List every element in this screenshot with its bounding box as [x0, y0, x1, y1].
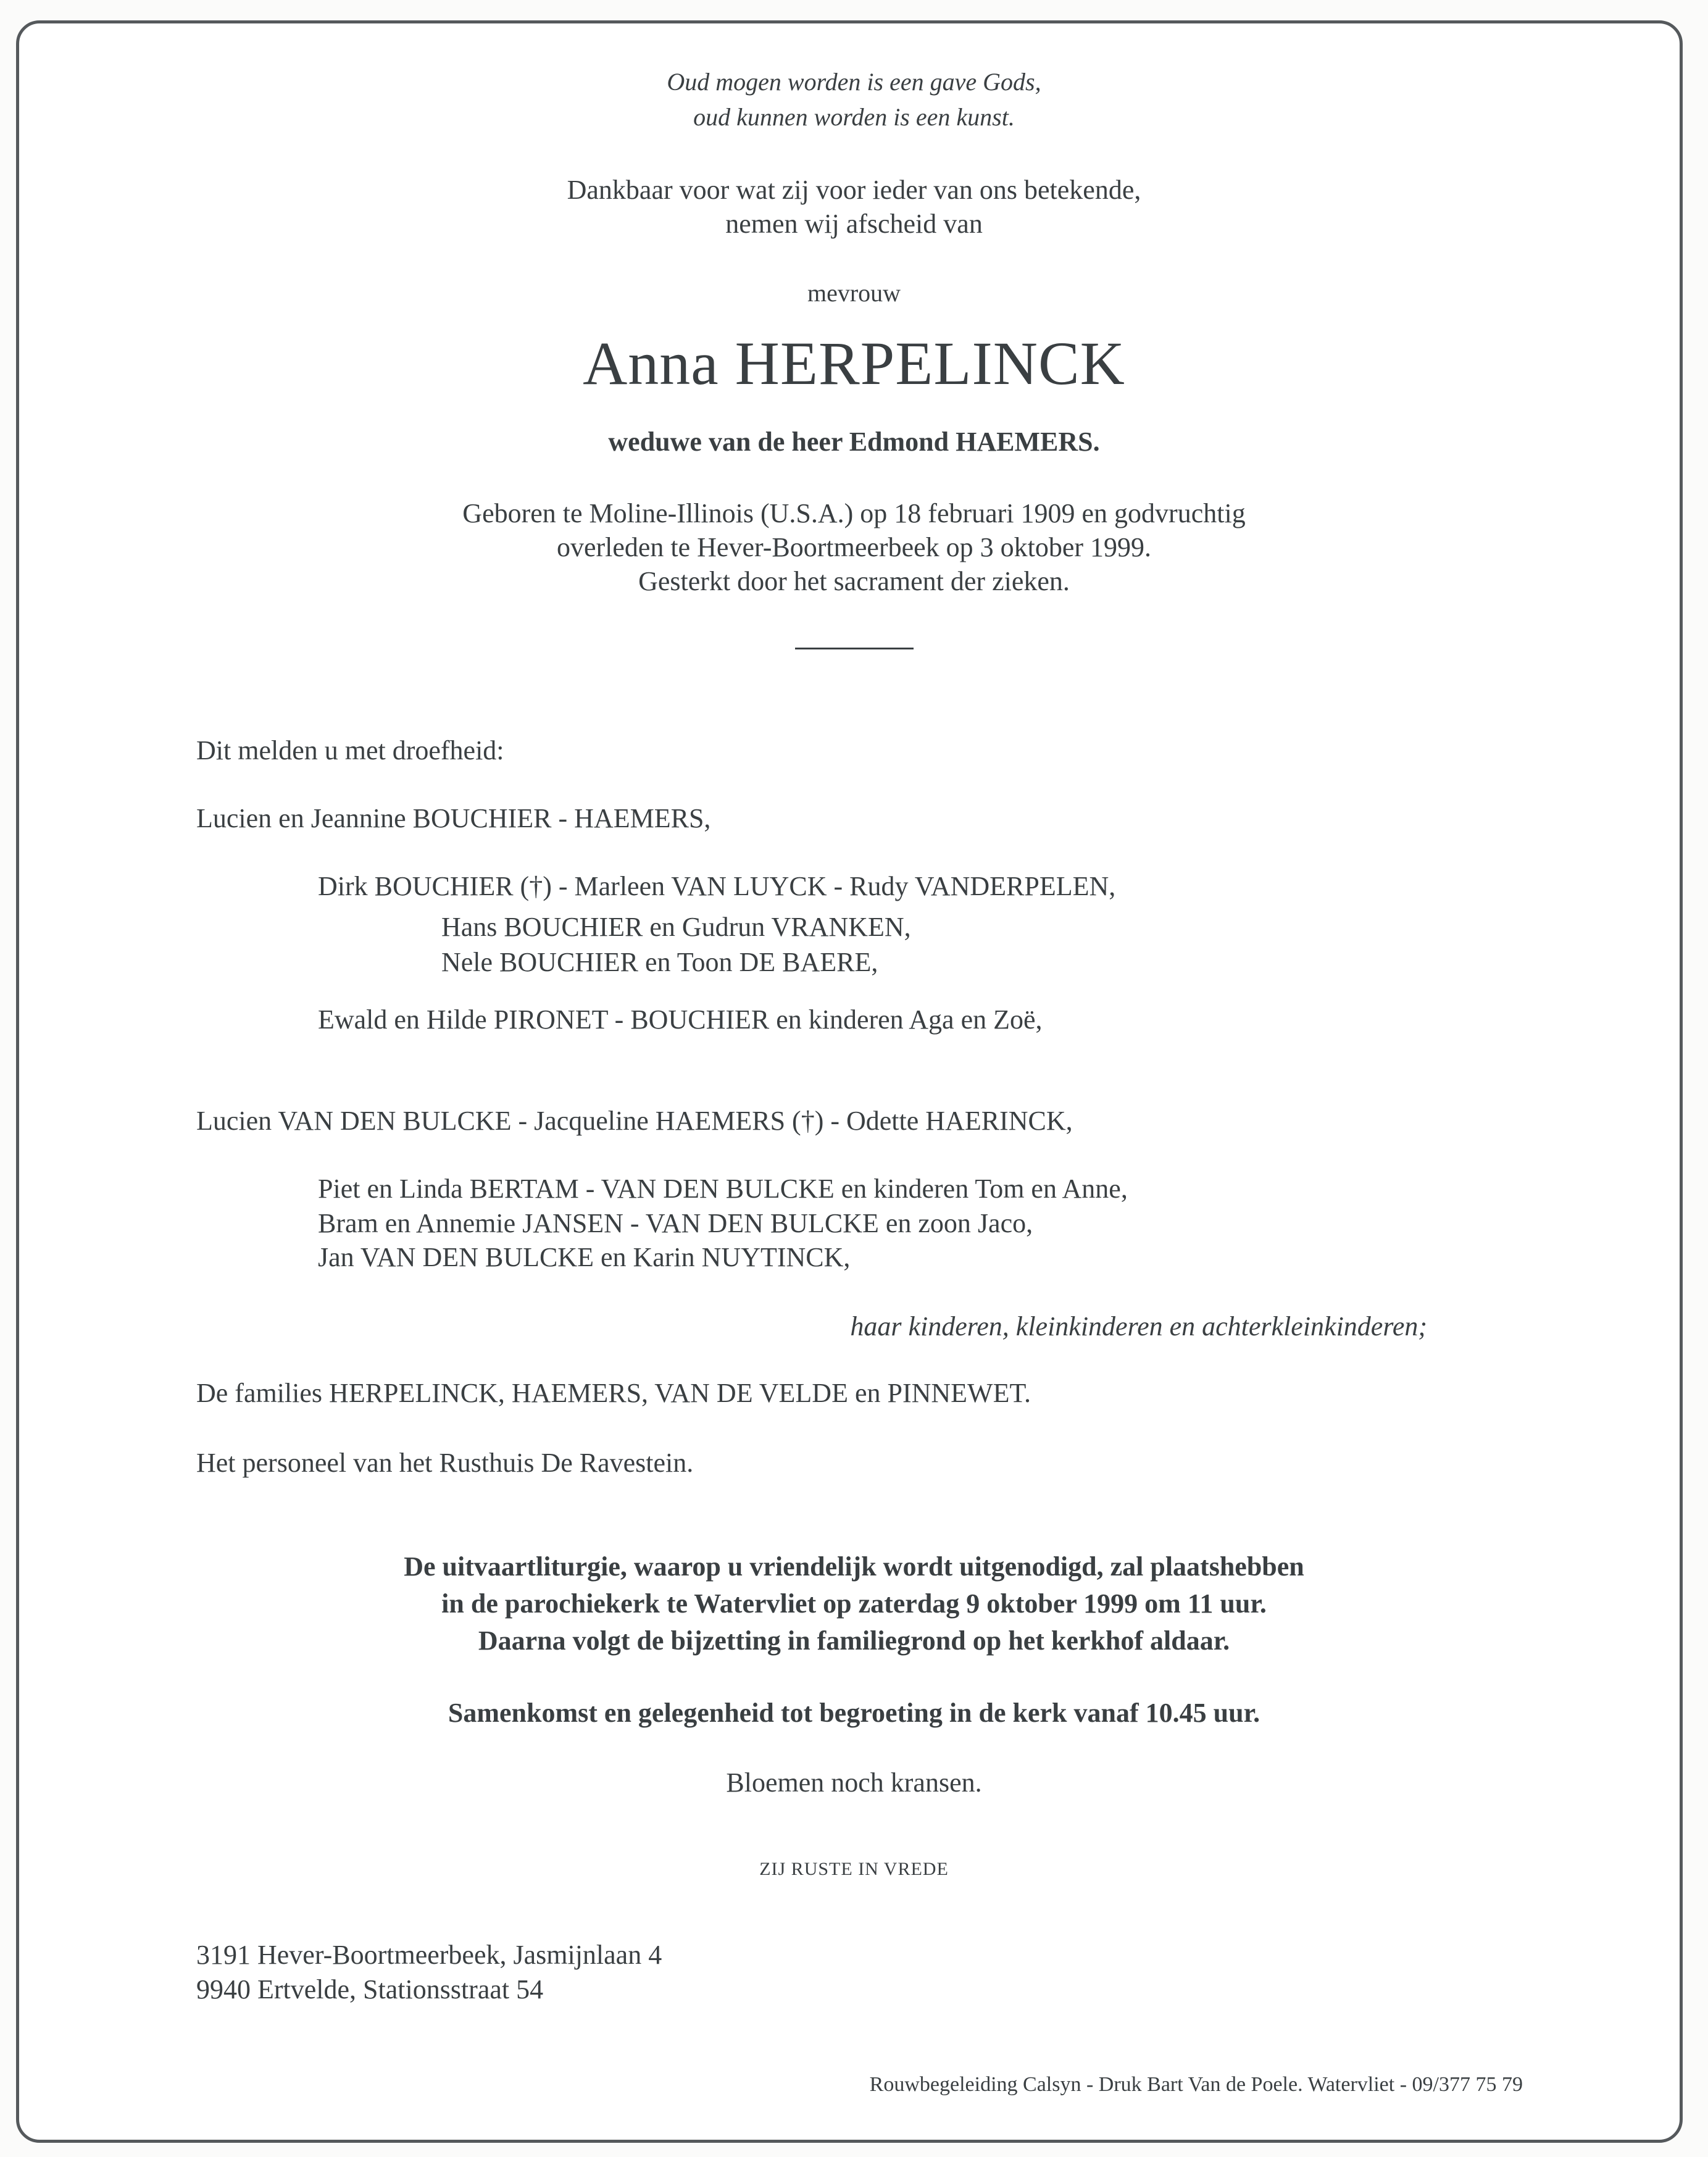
divider-rule	[795, 648, 914, 649]
motto-line-1: Oud mogen worden is een gave Gods,	[667, 68, 1041, 96]
family-line: Nele BOUCHIER en Toon DE BAERE,	[441, 947, 878, 977]
honorific: mevrouw	[807, 279, 901, 307]
address-line-2: 9940 Ertvelde, Stationsstraat 54	[196, 1974, 544, 2005]
intro-line-1: Dankbaar voor wat zij voor ieder van ons betekende,	[567, 175, 1141, 205]
sacrament-line: Gesterkt door het sacrament der zieken.	[638, 566, 1070, 596]
address-line-1: 3191 Hever-Boortmeerbeek, Jasmijnlaan 4	[196, 1940, 662, 1970]
flowers-line: Bloemen noch kransen.	[726, 1767, 982, 1798]
funeral-line-1: De uitvaartliturgie, waarop u vriendelijk wordt uitgenodigd, zal plaatshebben	[404, 1551, 1304, 1582]
family-line: Ewald en Hilde PIRONET - BOUCHIER en kinderen Aga en Zoë,	[318, 1004, 1043, 1035]
family-line: Lucien en Jeannine BOUCHIER - HAEMERS,	[196, 803, 711, 833]
funeral-line-3: Daarna volgt de bijzetting in familiegrond op het kerkhof aldaar.	[478, 1625, 1230, 1656]
family-line: Piet en Linda BERTAM - VAN DEN BULCKE en kinderen Tom en Anne,	[318, 1174, 1128, 1204]
announcement: Dit melden u met droefheid:	[196, 735, 504, 766]
relation-line: haar kinderen, kleinkinderen en achterkleinkinderen;	[850, 1311, 1427, 1341]
intro-line-2: nemen wij afscheid van	[725, 209, 983, 239]
motto-line-2: oud kunnen worden is een kunst.	[693, 103, 1015, 131]
staff-line: Het personeel van het Rusthuis De Ravestein.	[196, 1448, 694, 1478]
family-line: Jan VAN DEN BULCKE en Karin NUYTINCK,	[318, 1242, 851, 1272]
rip-line: ZIJ RUSTE IN VREDE	[759, 1859, 949, 1879]
family-line: Lucien VAN DEN BULCKE - Jacqueline HAEMERS (†) - Odette HAERINCK,	[196, 1106, 1073, 1136]
deceased-name: Anna HERPELINCK	[583, 329, 1125, 398]
family-line: Hans BOUCHIER en Gudrun VRANKEN,	[441, 912, 911, 942]
family-line: Dirk BOUCHIER (†) - Marleen VAN LUYCK - Rudy VANDERPELEN,	[318, 871, 1116, 901]
death-line: overleden te Hever-Boortmeerbeek op 3 oktober 1999.	[556, 532, 1152, 562]
spouse-line: weduwe van de heer Edmond HAEMERS.	[608, 427, 1100, 457]
family-line: Bram en Annemie JANSEN - VAN DEN BULCKE en zoon Jaco,	[318, 1208, 1033, 1238]
gathering-line: Samenkomst en gelegenheid tot begroeting in de kerk vanaf 10.45 uur.	[448, 1698, 1260, 1728]
funeral-line-2: in de parochiekerk te Watervliet op zaterdag 9 oktober 1999 om 11 uur.	[441, 1588, 1267, 1619]
families-line: De families HERPELINCK, HAEMERS, VAN DE VELDE en PINNEWET.	[196, 1378, 1031, 1408]
birth-line: Geboren te Moline-Illinois (U.S.A.) op 18 februari 1909 en godvruchtig	[462, 498, 1246, 528]
printer-credit: Rouwbegeleiding Calsyn - Druk Bart Van de Poele. Watervliet - 09/377 75 79	[869, 2073, 1523, 2096]
